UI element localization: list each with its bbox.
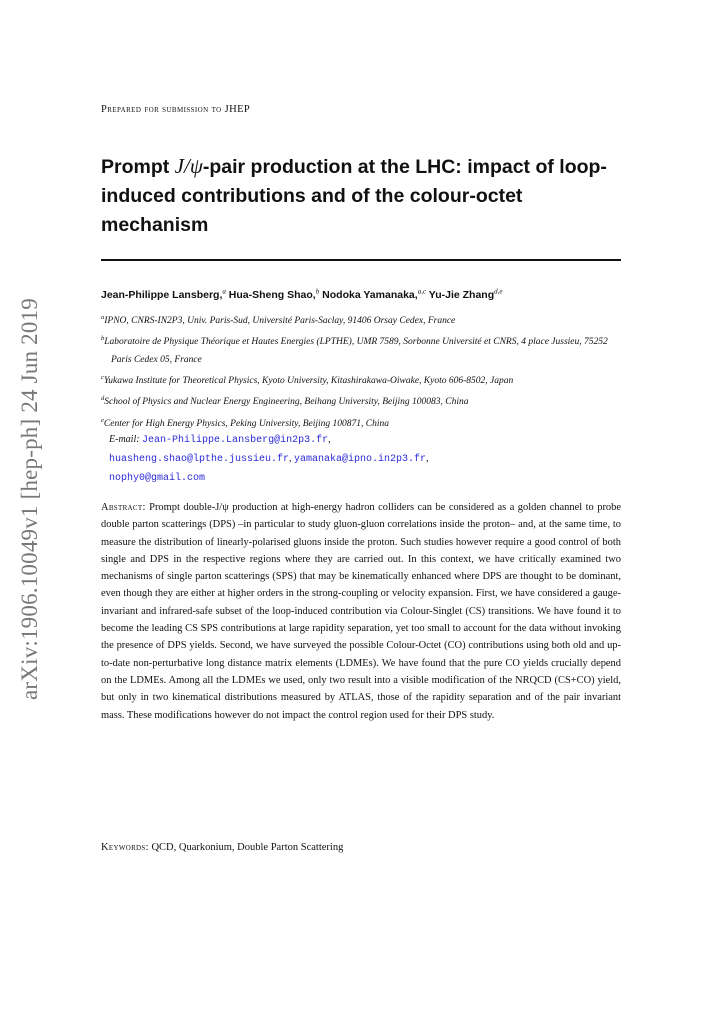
email-link[interactable]: huasheng.shao@lpthe.jussieu.fr [109, 454, 290, 465]
affiliation: $^d$School of Physics and Nuclear Energy Engineering, Beihang University, Beijing 100083, China [101, 395, 469, 408]
author: Yu-Jie Zhang$^{d,e}$ [428, 287, 503, 301]
keywords-heading: Keywords: [101, 842, 149, 853]
author: Jean-Philippe Lansberg,$^a$ [101, 287, 226, 301]
submission-note: Prepared for submission to JHEP [101, 104, 251, 115]
email-link[interactable]: Jean-Philippe.Lansberg@in2p3.fr [142, 435, 329, 446]
author-list [101, 287, 641, 301]
affiliation: $^e$Center for High Energy Physics, Peking University, Beijing 100871, China [101, 416, 390, 429]
title-part-2: -pair production at the LHC: impact of loop-induced contributions and of the colour-octet mechanism [101, 156, 607, 236]
arxiv-identifier: arXiv:1906.10049v1 [hep-ph] 24 Jun 2019 [17, 298, 42, 700]
affiliation: $^a$IPNO, CNRS-IN2P3, Univ. Paris-Sud, Université Paris-Saclay, 91406 Orsay Cedex, France [101, 314, 456, 327]
keywords-text: QCD, Quarkonium, Double Parton Scattering [151, 842, 344, 853]
title-rule [101, 259, 621, 261]
email-link[interactable]: yamanaka@ipno.in2p3.fr [294, 454, 427, 465]
keywords [101, 842, 343, 853]
title-part-1: Prompt [101, 156, 175, 178]
affiliation: $^c$Yukawa Institute for Theoretical Physics, Kyoto University, Kitashirakawa-Oiwake, Kyoto 606-8502, Japan [101, 373, 514, 387]
email-block: E-mail: Jean-Philippe.Lansberg@in2p3.fr, huasheng.shao@lpthe.jussieu.fr, yamanaka@ipno.in2p3.fr, nophy0@gmail.com [109, 434, 429, 484]
abstract-heading: Abstract: [101, 502, 146, 513]
author: Nodoka Yamanaka,$^{a,c}$ [322, 287, 427, 301]
abstract [101, 499, 621, 724]
title-math: J/ψ [174, 154, 203, 178]
author: Hua-Sheng Shao,$^b$ [228, 287, 320, 301]
affiliation: $^b$Laboratoire de Physique Théorique et Hautes Energies (LPTHE), UMR 7589, Sorbonne Université et CNRS, 4 place Jussieu, 75252 Paris Cedex 05, France [101, 335, 608, 365]
affiliation-list [101, 309, 626, 433]
email-label: E-mail: [109, 434, 140, 445]
email-link[interactable]: nophy0@gmail.com [109, 473, 206, 484]
paper-title [101, 152, 621, 240]
arxiv-side-stamp [0, 0, 60, 1019]
abstract-text: Prompt double-J/ψ production at high-energy hadron colliders can be considered as a golden channel to probe double parton scatterings (DPS) –in particular to study gluon-gluon correlations inside the proton– and, at the same time, to measure the distribution of linearly-polarised gluons inside the proton. Such studies however require a good control of both single and DPS in the respective regions where they are carried out. In this context, we have critically examined two mechanisms of single parton scatterings (SPS) that may be kinematically enhanced where DPS are thought to be dominant, even though they are either at higher orders in the strong-coupling or velocity expansion. First, we have considered a gauge-invariant and infrared-safe subset of the loop-induced contribution via Colour-Singlet (CS) transitions. We have found it to become the leading CS SPS contributions at large rapidity separation, yet too small to account for the data without invoking the presence of DPS yields. Second, we have surveyed the possible Colour-Octet (CO) contributions using both old and up-to-date non-perturbative long distance matrix elements (LDMEs). We have found that the pure CO yields crucially depend on the LDMEs. Among all the LDMEs we used, only two result into a visible modification of the NRQCD (CS+CO) yield, but only in two kinematical distributions measured by ATLAS, those of the rapidity separation and of the pair invariant mass. These modifications however do not impact the control region used for their DPS study. [101, 502, 621, 721]
